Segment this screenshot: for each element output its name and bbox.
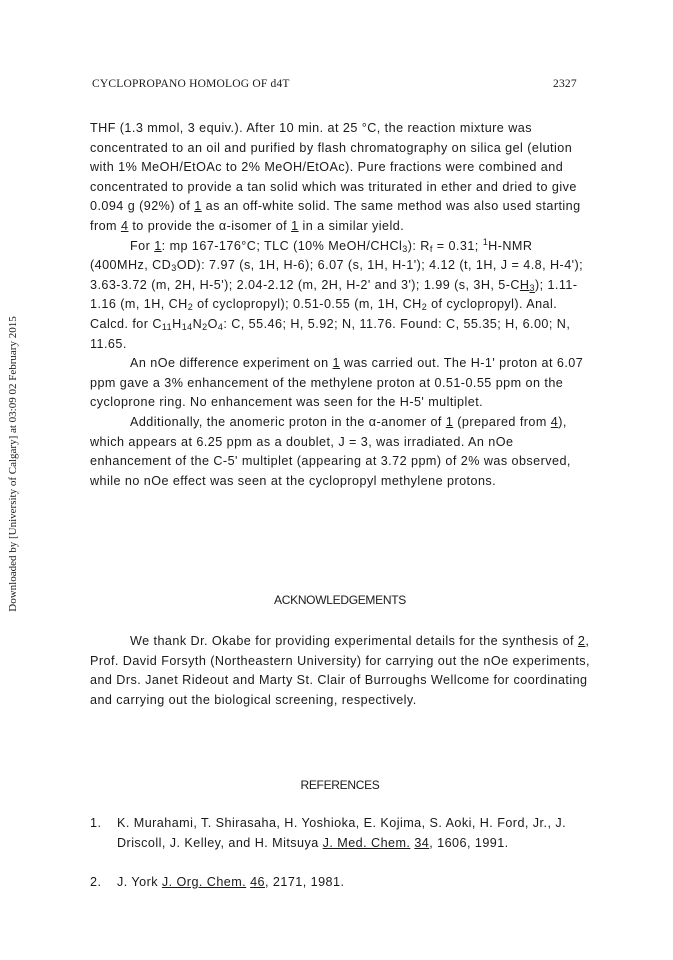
- page-number: 2327: [553, 78, 577, 90]
- compound-ref: 1: [291, 218, 299, 233]
- compound-ref: 4: [120, 218, 129, 233]
- paragraph-anomer: Additionally, the anomeric proton in the α-anomer of 1 (prepared from 4), which appears at 6.25 ppm as a doublet, J = 3, was irradiated. An nOe enhancement of the C-5' multiplet (appearing at 3.72 ppm) of 2% was observed, while no nOe effect was seen at the cyclopropyl methylene protons.: [90, 414, 571, 488]
- reference-item: 1. K. Murahami, T. Shirasaha, H. Yoshioka, E. Kojima, S. Aoki, H. Ford, Jr., J. Driscoll, J. Kelley, and H. Mitsuya J. Med. Chem. 34, 1606, 1991.: [90, 816, 567, 850]
- journal-name: J. Org. Chem.: [161, 875, 247, 889]
- compound-ref: 1: [194, 199, 202, 214]
- download-watermark: Downloaded by [University of Calgary] at 03:09 02 February 2015: [7, 316, 19, 612]
- compound-ref: 2: [577, 634, 586, 648]
- paragraph-characterization: For 1: mp 167-176°C; TLC (10% MeOH/CHCl$_3$): $R_f = 0.31$; $^1$H-NMR (400MHz, $CD_3OD$): 7.97 (s, 1H, H-6); 6.07 (s, 1H, H-1'); 4.12 (t, 1H, J = 4.8, H-4'); 3.63-3.72 (m, 2H, H-5'); 2.04-2.12 (m, 2H, H-2' and 3'); 1.99 (s, 3H, $5-CH_3$); 1.11-1.16 (m, 1H, $CH_2$ of cyclopropyl); 0.51-0.55 (m, 1H, $CH_2$ of cyclopropyl). Anal. Calcd. for $C_{11}H_{14}N_2O_4$: C, 55.46; H, 5.92; N, 11.76. Found: C, 55.35; H, 6.00; N, 11.65.: [90, 236, 584, 351]
- reference-number: 1.: [90, 816, 102, 830]
- compound-ref: 4: [550, 414, 559, 429]
- acknowledgements-text: We thank Dr. Okabe for providing experimental details for the synthesis of 2, Prof. David Forsyth (Northeastern University) for carrying out the nOe experiments, and Drs. Janet Rideout and Marty St. Clair of Burroughs Wellcome for coordinating and carrying out the biological screening, respectively.: [90, 634, 590, 707]
- compound-ref: 1: [154, 238, 162, 253]
- journal-volume: 46: [250, 875, 266, 889]
- references-heading: REFERENCES: [300, 778, 380, 792]
- reference-item: 2. J. York J. Org. Chem. 46, 2171, 1981.: [90, 873, 590, 893]
- compound-ref: 1: [332, 356, 340, 371]
- paragraph-noe-experiment: An nOe difference experiment on 1 was carried out. The H-1' proton at 6.07 ppm gave a 3% enhancement of the methylene proton at 0.51-0.55 ppm on the cycloprone ring. No enhancement was seen for the H-5' multiplet.: [90, 356, 584, 410]
- journal-volume: 34: [414, 835, 430, 850]
- reference-number: 2.: [90, 875, 102, 889]
- acknowledgements-heading: ACKNOWLEDGEMENTS: [274, 593, 406, 607]
- running-title: CYCLOPROPANO HOMOLOG OF d4T: [92, 78, 290, 90]
- main-text: [90, 119, 590, 491]
- paragraph-procedure: THF (1.3 mmol, 3 equiv.). After 10 min. at 25 °C, the reaction mixture was concentrated to an oil and purified by flash chromatography on silica gel (elution with 1% MeOH/EtOAc to 2% MeOH/EtOAc). Pure fractions were combined and concentrated to provide a tan solid which was triturated in ether and dried to give 0.094 g (92%) of 1 as an off-white solid. The same method was also used starting from 4 to provide the α-isomer of 1 in a similar yield.: [90, 121, 581, 233]
- journal-name: J. Med. Chem.: [322, 835, 411, 850]
- compound-ref: 1: [445, 414, 454, 429]
